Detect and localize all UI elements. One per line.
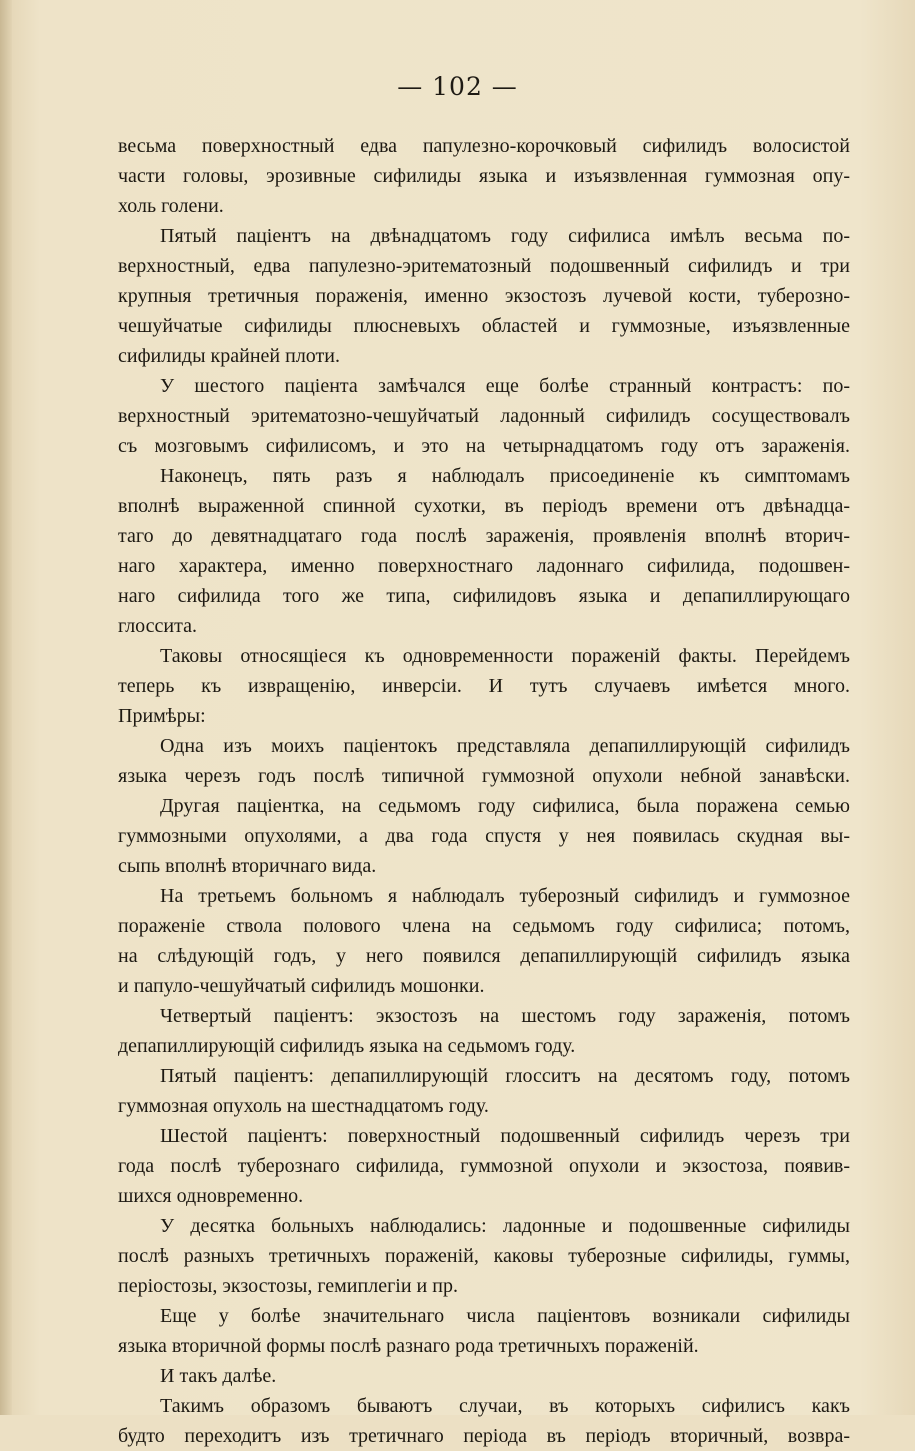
text-line: депапиллирующій сифилидъ языка на седьмомъ году. (118, 1035, 576, 1057)
text-line: шихся одновременно. (118, 1185, 304, 1207)
text-line: періостозы, экзостозы, гемиплегіи и пр. (118, 1275, 458, 1297)
text-line: Пятый паціентъ: депапиллирующій глосситъ на десятомъ году, потомъ (160, 1065, 850, 1087)
text-line: теперь къ извращенію, инверсіи. И тутъ случаевъ имѣется много. (118, 675, 850, 697)
page-number: — 102 — (397, 72, 518, 101)
text-line: Примѣры: (118, 705, 206, 727)
text-line: будто переходитъ изъ третичнаго періода въ періодъ вторичный, возвра- (118, 1425, 850, 1447)
body-text (118, 131, 850, 1451)
text-line: наго характера, именно поверхностнаго ладоннаго сифилида, подошвен- (118, 555, 850, 577)
text-line: послѣ разныхъ третичныхъ пораженій, каковы туберозные сифилиды, гуммы, (118, 1245, 850, 1267)
text-line: сыпь вполнѣ вторичнаго вида. (118, 855, 377, 877)
text-line: Таковы относящіеся къ одновременности пораженій факты. Перейдемъ (160, 645, 850, 667)
text-line: У шестого паціента замѣчался еще болѣе странный контрастъ: по- (160, 375, 850, 397)
text-line: Четвертый паціентъ: экзостозъ на шестомъ году зараженія, потомъ (160, 1005, 850, 1027)
text-line: пораженіе ствола полового члена на седьмомъ году сифилиса; потомъ, (118, 915, 850, 937)
page-edge-shadow (0, 0, 12, 1415)
text-line: У десятка больныхъ наблюдались: ладонные и подошвенные сифилиды (160, 1215, 850, 1237)
text-line: Пятый паціентъ на двѣнадцатомъ году сифилиса имѣлъ весьма по- (160, 225, 850, 247)
text-line: На третьемъ больномъ я наблюдалъ туберозный сифилидъ и гуммозное (160, 885, 850, 907)
text-line: съ мозговымъ сифилисомъ, и это на четырнадцатомъ году отъ зараженія. (118, 435, 850, 457)
text-line: вполнѣ выраженной спинной сухотки, въ періодъ времени отъ двѣнадца- (118, 495, 850, 517)
text-line: на слѣдующій годъ, у него появился депапиллирующій сифилидъ языка (118, 945, 850, 967)
text-line: части головы, эрозивные сифилиды языка и изъязвленная гуммозная опу- (118, 165, 850, 187)
text-line: Такимъ образомъ бываютъ случаи, въ которыхъ сифилисъ какъ (160, 1395, 850, 1417)
text-line: Шестой паціентъ: поверхностный подошвенный сифилидъ черезъ три (160, 1125, 850, 1147)
text-line: весьма поверхностный едва папулезно-корочковый сифилидъ волосистой (118, 135, 850, 157)
text-line: гуммозными опухолями, а два года спустя у нея появилась скудная вы- (118, 825, 850, 847)
text-line: крупныя третичныя пораженія, именно экзостозъ лучевой кости, туберозно- (118, 285, 850, 307)
text-line: верхностный эритематозно-чешуйчатый ладонный сифилидъ сосуществовалъ (118, 405, 850, 427)
text-line: наго сифилида того же типа, сифилидовъ языка и депапиллирующаго (118, 585, 850, 607)
text-line: Другая паціентка, на седьмомъ году сифилиса, была поражена семью (160, 795, 850, 817)
text-line: чешуйчатые сифилиды плюсневыхъ областей и гуммозные, изъязвленные (118, 315, 850, 337)
text-line: Наконецъ, пять разъ я наблюдалъ присоединеніе къ симптомамъ (160, 465, 850, 487)
text-line: Одна изъ моихъ паціентокъ представляла депапиллирующій сифилидъ (160, 735, 850, 757)
text-line: гуммозная опухоль на шестнадцатомъ году. (118, 1095, 489, 1117)
text-line: глоссита. (118, 615, 197, 637)
text-line: Еще у болѣе значительнаго числа паціентовъ возникали сифилиды (160, 1305, 850, 1327)
text-line: И такъ далѣе. (160, 1365, 277, 1387)
text-line: холь голени. (118, 195, 224, 217)
text-line: языка черезъ годъ послѣ типичной гуммозной опухоли небной занавѣски. (118, 765, 850, 787)
text-line: верхностный, едва папулезно-эритематозный подошвенный сифилидъ и три (118, 255, 850, 277)
text-line: сифилиды крайней плоти. (118, 345, 340, 367)
text-line: года послѣ туберознаго сифилида, гуммозной опухоли и экзостоза, появив- (118, 1155, 850, 1177)
text-line: и папуло-чешуйчатый сифилидъ мошонки. (118, 975, 485, 997)
text-line: языка вторичной формы послѣ разнаго рода третичныхъ пораженій. (118, 1335, 699, 1357)
text-line: таго до девятнадцатаго года послѣ зараженія, проявленія вполнѣ вторич- (118, 525, 850, 547)
